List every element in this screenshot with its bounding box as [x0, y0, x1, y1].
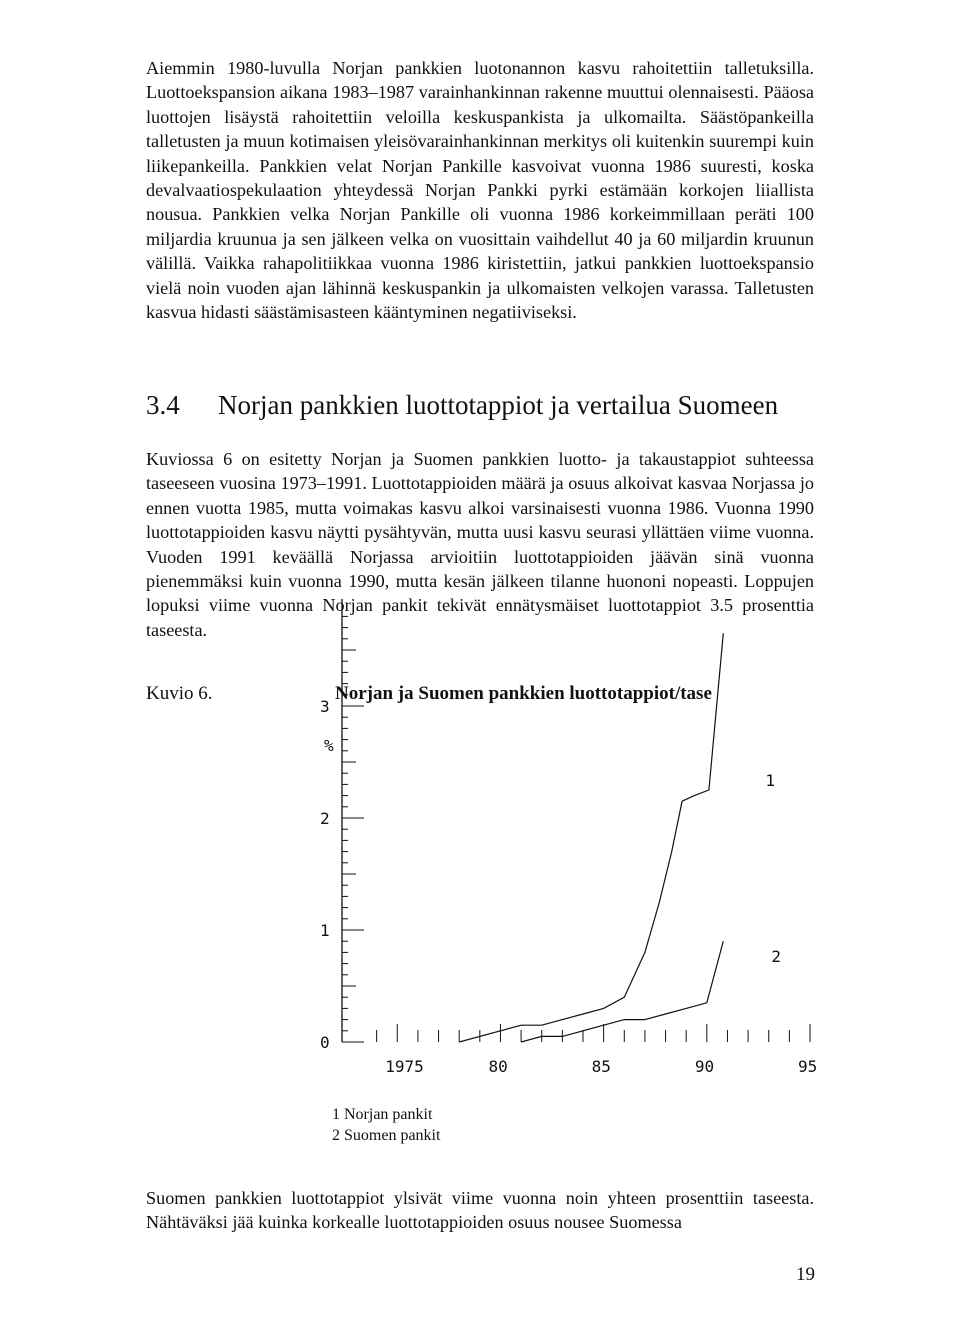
y-tick-label: 0: [320, 1033, 330, 1052]
series-line-1: [459, 633, 723, 1042]
section-number: 3.4: [146, 390, 180, 420]
y-tick-label: 1: [320, 921, 330, 940]
series-label-1: 1: [765, 771, 775, 790]
y-tick-label: 2: [320, 809, 330, 828]
section-title: Norjan pankkien luottotappiot ja vertailua Suomeen: [218, 390, 779, 420]
legend-item-norway: 1 Norjan pankit: [332, 1106, 433, 1123]
paragraph-conclusion: Suomen pankkien luottotappiot ylsivät viime vuonna noin yhteen prosenttiin taseesta. Nähtäväksi jää kuinka korkealle luottotappioiden osuus nousee Suomessa: [146, 1188, 814, 1233]
x-axis: [377, 1024, 818, 1076]
figure-title: Norjan ja Suomen pankkien luottotappiot/tase: [335, 683, 712, 704]
x-tick-label: 1975: [385, 1057, 424, 1076]
x-tick-label: 85: [591, 1057, 611, 1076]
series-label-2: 2: [771, 947, 781, 966]
chart-legend: [332, 1104, 440, 1146]
page-number: 19: [796, 1264, 815, 1285]
figure-label: Kuvio 6.: [146, 683, 213, 704]
y-axis: [320, 599, 364, 1052]
x-tick-label: 95: [798, 1057, 818, 1076]
x-tick-label: 90: [694, 1057, 715, 1076]
y-tick-label: 3: [320, 697, 330, 716]
legend-item-finland: 2 Suomen pankit: [332, 1127, 441, 1144]
series-layer: [459, 633, 781, 1042]
series-line-2: [521, 941, 723, 1042]
paragraph-intro: Aiemmin 1980-luvulla Norjan pankkien luotonannon kasvu rahoitettiin talletuksilla. Luottoekspansion aikana 1983–1987 varainhankinnan rakenne muuttui olennaisesti. Pääosa luottojen lisäystä rahoitettiin veloilla keskuspankista ja ulkomailta. Säästöpankeilla talletusten ja muun kotimaisen yleisövarainhankinnan merkitys oli kuitenkin suurempi kuin liikepankeilla. Pankkien velat Norjan Pankille kasvoivat vuonna 1986 suuresti, koska devalvaatiospekulaation yhteydessä Norjan Pankki pyrki estämään korkojen liiallista nousua. Pankkien velka Norjan Pankille oli vuonna 1986 korkeimmillaan peräti 100 miljardia kruunua ja sen jälkeen velka on vuosittain vaihdellut 40 ja 60 miljardin kruunun välillä. Vaikka rahapolitiikkaa vuonna 1986 kiristettiin, jatkui pankkien luottoekspansio vielä noin vuoden ajan lähinnä keskuspankin ja ulkomaisten velkojen varassa. Talletusten kasvua hidasti säästämisasteen kääntyminen negatiiviseksi.: [146, 58, 814, 323]
y-axis-unit-label: %: [324, 736, 334, 755]
paragraph-figure-description: Kuviossa 6 on esitetty Norjan ja Suomen pankkien luotto- ja takaustappiot suhteessa taseeseen vuosina 1973–1991. Luottotappioiden määrä ja osuus alkoivat kasvaa Norjassa jo ennen vuotta 1985, mutta voimakas kasvu alkoi varsinaisesti vuonna 1986. Vuonna 1990 luottotappioiden kasvu näytti pysähtyvän, mutta uusi kasvu seurasi yllättäen viime vuonna. Vuoden 1991 keväällä Norjassa arvioitiin luottotappioiden jäävän sinä vuonna pienemmäksi kuin vuonna 1990, mutta kesän jälkeen tilanne huononi nopeasti. Loppujen lopuksi viime vuonna Norjan pankit tekivät ennätysmäiset luottotappiot 3.5 prosenttia taseesta.: [146, 449, 814, 640]
x-tick-label: 80: [488, 1057, 508, 1076]
